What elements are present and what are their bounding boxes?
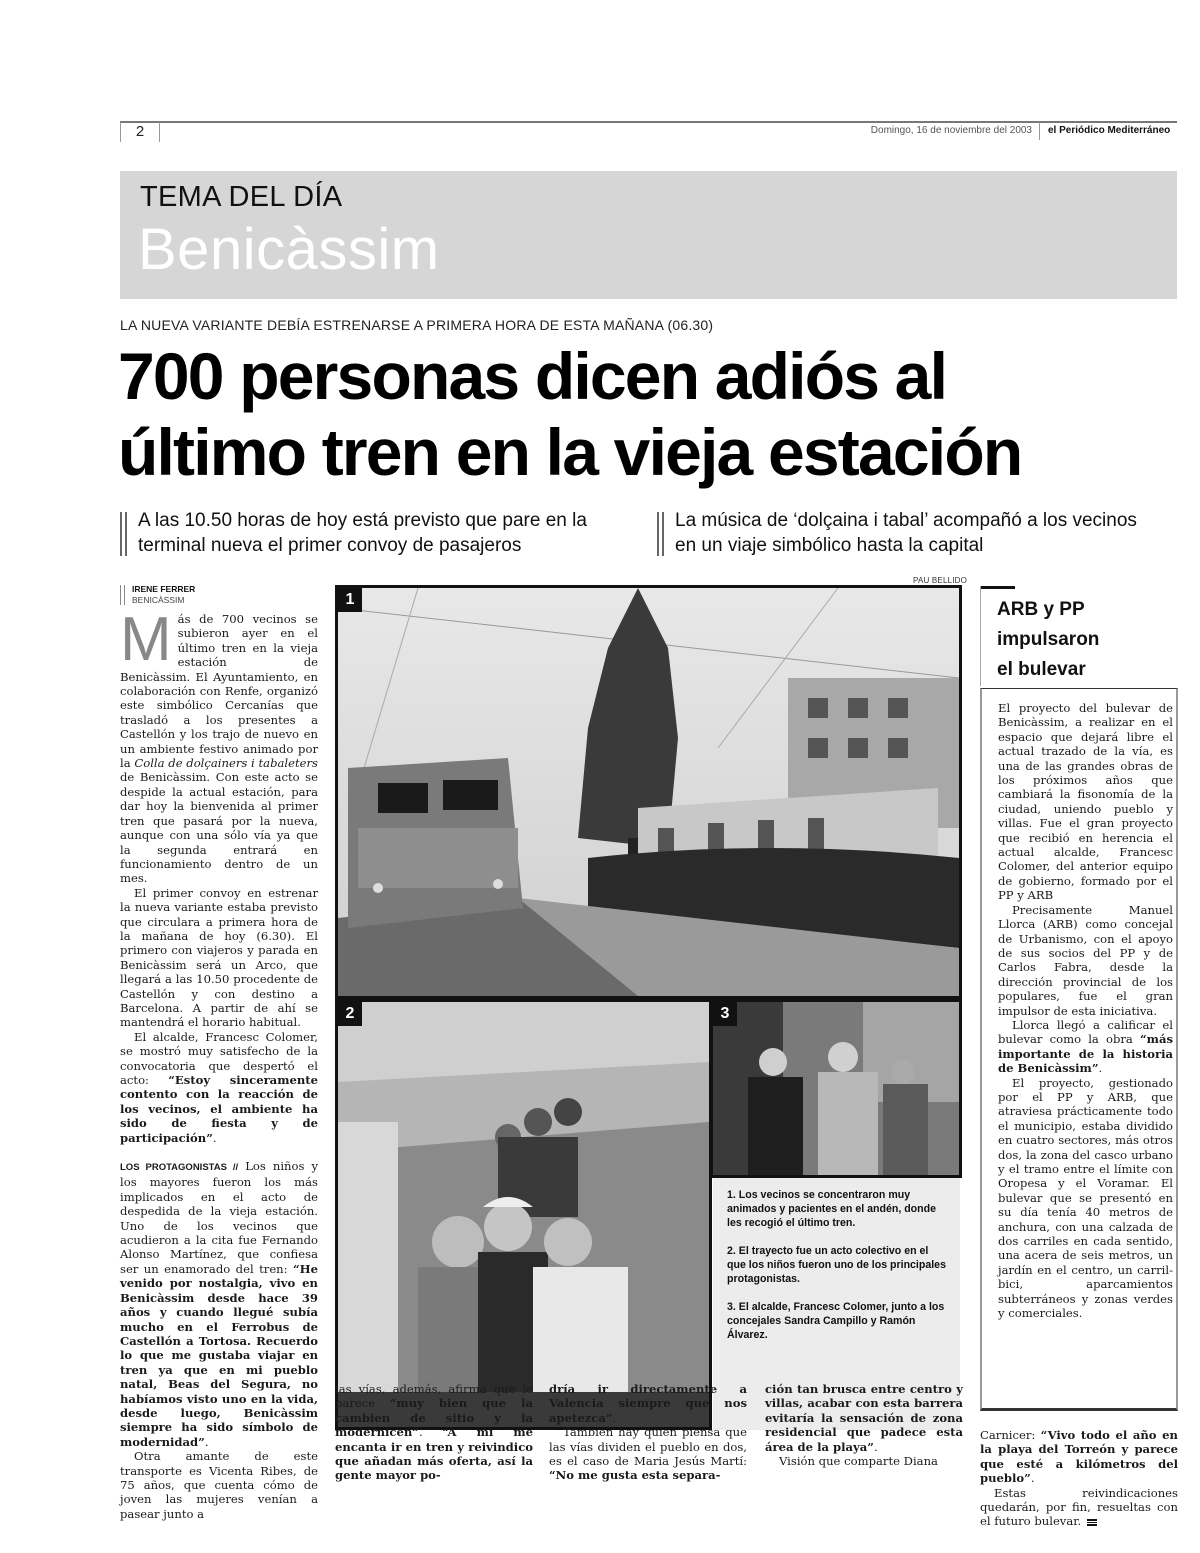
paragraph: Carnicer: “Vivo todo el año en la playa del Torreón y parece que esté a kilómetros del pueblo”. [980,1428,1178,1486]
paragraph: Otra amante de este transporte es Vicenta Ribes, de 75 años, que cuenta cómo de joven las mujeres venían a pasear junto a [120,1449,318,1521]
paragraph: El proyecto, gestionado por el PP y ARB, que atraviesa prácticamente todo el municipio, estaba dividido en cuatro sectores, más otros dos, la zona del casco urbano y el tramo entre el límite con Oropesa y el Voramar. El bulevar que se presentó en su día tenía 40 metros de anchura, con una calzada de dos carriles en cada sentido, una acera de seis metros, un jardín en el centro, un carril-bici, aparcamientos subterráneos y zonas verdes y comerciales. [998,1075,1173,1321]
quote: “He venido por nostalgia, vivo en Benicàssim desde hace 39 años y cuando llegué subía mucho en el Ferrobus de Castellón a Tortosa. Recuerdo lo que me gustaba viajar en tren ya que en mi pueblo natal, Beas del Segura, no habíamos visto uno en la vida, desde luego, Benicàssim siempre ha sido símbolo de modernidad” [120,1261,318,1449]
sidebar-title: ARB y PP impulsaron el bulevar [997,599,1100,680]
photo-2-image [338,1002,709,1427]
paragraph: Visión que comparte Diana [779,1454,938,1469]
pretitle: LA NUEVA VARIANTE DEBÍA ESTRENARSE A PRIMERA HORA DE ESTA MAÑANA (06.30) [120,317,714,333]
paragraph: También hay quien piensa que las vías dividen el pueblo en dos, es el caso de Maria Jesús Martí: “No me gusta esta separa- [549,1425,747,1483]
subhead-right: La música de ‘dolçaina i tabal’ acompañó a los vecinos en un viaje simbólico hasta la capital [657,508,1137,558]
caption-2: 2. El trayecto fue un acto colectivo en el que los niños fueron uno de los principales protagonistas. [727,1245,946,1285]
sidebar-rule [980,586,1015,589]
folio-rule [120,121,1177,123]
issue-date: Domingo, 16 de noviembre del 2003 [870,125,1032,136]
end-of-article-icon [1087,1519,1097,1526]
photo-3-image [713,1002,959,1175]
article-column-3 [549,1382,747,1483]
paragraph: dría ir directamente a Valencia siempre que nos apetezca”. [549,1382,747,1425]
paragraph: El primer convoy en estrenar la nueva variante estaba previsto que circulara a primera hora de la mañana de hoy (6.30). El primero con viajeros y parada en Benicàssim será un Arco, que llegará a las 10.50 procedente de Castellón y con destino a Barcelona. A partir de ahí se mantendrá el horario habitual. [120,885,318,1030]
page-number: 2 [120,122,160,142]
paragraph: Precisamente Manuel Llorca (ARB) como concejal de Urbanismo, con el apoyo de sus socios del PP y de Carlos Fabra, desde la dirección provincial de los populares, fue el gran impulsor de esta iniciativa. [998,902,1173,1018]
section-name: Benicàssim [138,217,440,282]
paragraph: Llorca llegó a calificar el bulevar como la obra “más importante de la historia de Benicàssim”. [998,1017,1173,1076]
photo-number-3: 3 [713,1002,737,1026]
subhead-left: A las 10.50 horas de hoy está previsto que pare en la terminal nueva el primer convoy de pasajeros [120,508,620,558]
quote: dría ir directamente a Valencia siempre que nos apetezca” [549,1382,747,1425]
section-kicker: TEMA DEL DÍA [140,181,343,213]
byline [120,584,195,606]
headline-line-1: 700 personas dicen adiós al [118,339,947,413]
sidebar-body [998,701,1173,1320]
sidebar-box [980,688,1178,1411]
article-column-1 [120,605,318,1521]
paragraph: LOS PROTAGONISTAS // Los niños y los mayores fueron los más implicados en el acto de despedida de la vieja estación. Uno de los vecinos que acudieron a la cita fue Fernando Alonso Martínez, que confiesa ser un enamorado del tren: “He venido por nostalgia, vivo en Benicàssim desde hace 39 años y cuando llegué subía mucho en el Ferrobus de Castellón a Tortosa. Recuerdo lo que me gustaba viajar en tren ya que en mi pueblo natal, Beas del Segura, no habíamos visto uno en la vida, desde luego, Benicàssim siempre ha sido símbolo de modernidad”. [120,1159,318,1449]
folio-separator [1039,122,1040,140]
caption-3: 3. El alcalde, Francesc Colomer, junto a los concejales Sandra Campillo y Ramón Álvarez. [727,1301,945,1341]
paragraph: El alcalde, Francesc Colomer, se mostró muy satisfecho de la convocatoria que despertó el acto: “Estoy sinceramente contento con la reacción de los vecinos, el ambiente ha sido de fiesta y de participación”. [120,1029,318,1145]
photo-credit: PAU BELLIDO [913,576,968,585]
drop-cap: M [120,605,172,674]
article-column-2 [335,1382,533,1483]
byline-author: IRENE FERRER [132,584,196,594]
quote: ción tan brusca entre centro y villas, acabar con esta barrera evitaría la sensación de zona residencial que padece esta área de la playa” [765,1382,963,1454]
quote: “Estoy sinceramente contento con la reacción de los vecinos, el ambiente ha sido de fiesta y de participación” [120,1073,318,1145]
photo-3 [710,999,962,1178]
headline [118,338,1198,490]
photo-2 [335,999,712,1430]
quote: “muy bien que la cambien de sitio y la modernicen” [335,1396,534,1440]
subsection-label: LOS PROTAGONISTAS // [120,1162,239,1174]
paragraph: Más de 700 vecinos se subieron ayer en el último tren en la vieja estación de Benicàssim. El Ayuntamiento, en colaboración con Renfe, organizó este simbólico Cercanías que trasladó a los presentes a Castellón y los trajo de nuevo en un ambiente festivo animado por la Colla de dolçainers i tabaleters de Benicàssim. Con este acto se despide la actual estación, para dar hoy la bienvenida al primer tren que pasará por la nueva, aunque con una sólo vía ya que la segunda entrará en funcionamiento dentro de un mes. [120,605,318,886]
photo-1-image [338,588,959,996]
quote: “A mi me encanta ir en tren y reivindico que añadan más oferta, así la gente mayor po- [335,1425,533,1483]
quote: “No me gusta esta separa- [549,1468,721,1483]
caption-1: 1. Los vecinos se concentraron muy animados y pacientes en el andén, donde les recogió el último tren. [727,1189,936,1229]
byline-location: BENICÀSSIM [132,595,185,605]
quote: “más importante de la historia de Benicàssim” [998,1032,1173,1076]
quote: “Vivo todo el año en la playa del Torreón y parece que esté a kilómetros del pueblo” [980,1428,1178,1486]
sidebar-vertical-rule [980,586,981,686]
paragraph: ción tan brusca entre centro y villas, acabar con esta barrera evitaría la sensación de zona residencial que padece esta área de la playa”. [765,1382,963,1454]
photo-number-1: 1 [338,588,362,612]
paragraph: las vías, además, afirma que le parece “muy bien que la cambien de sitio y la modernicen”. “A mi me encanta ir en tren y reivindico que añadan más oferta, así la gente mayor po- [335,1382,534,1483]
newspaper-name: el Periódico Mediterráneo [1048,125,1171,136]
article-column-5 [980,1428,1178,1529]
photo-number-2: 2 [338,1002,362,1026]
paragraph: El proyecto del bulevar de Benicàssim, a realizar en el espacio que dejará libre el actual trazado de la vía, es una de las grandes obras de los próximos años que cambiará la fisonomía de la ciudad, uniendo pueblo y villas. Fue el gran proyecto que recibió en herencia el actual alcalde, Francesc Colomer, del anterior equipo de gobierno, formado por el PP y ARB [998,701,1173,903]
article-column-4 [765,1382,963,1468]
paragraph: Estas reivindicaciones quedarán, por fin, resueltas con el futuro bulevar. [980,1485,1178,1529]
headline-line-2: último tren en la vieja estación [118,415,1022,489]
photo-1 [335,585,962,999]
